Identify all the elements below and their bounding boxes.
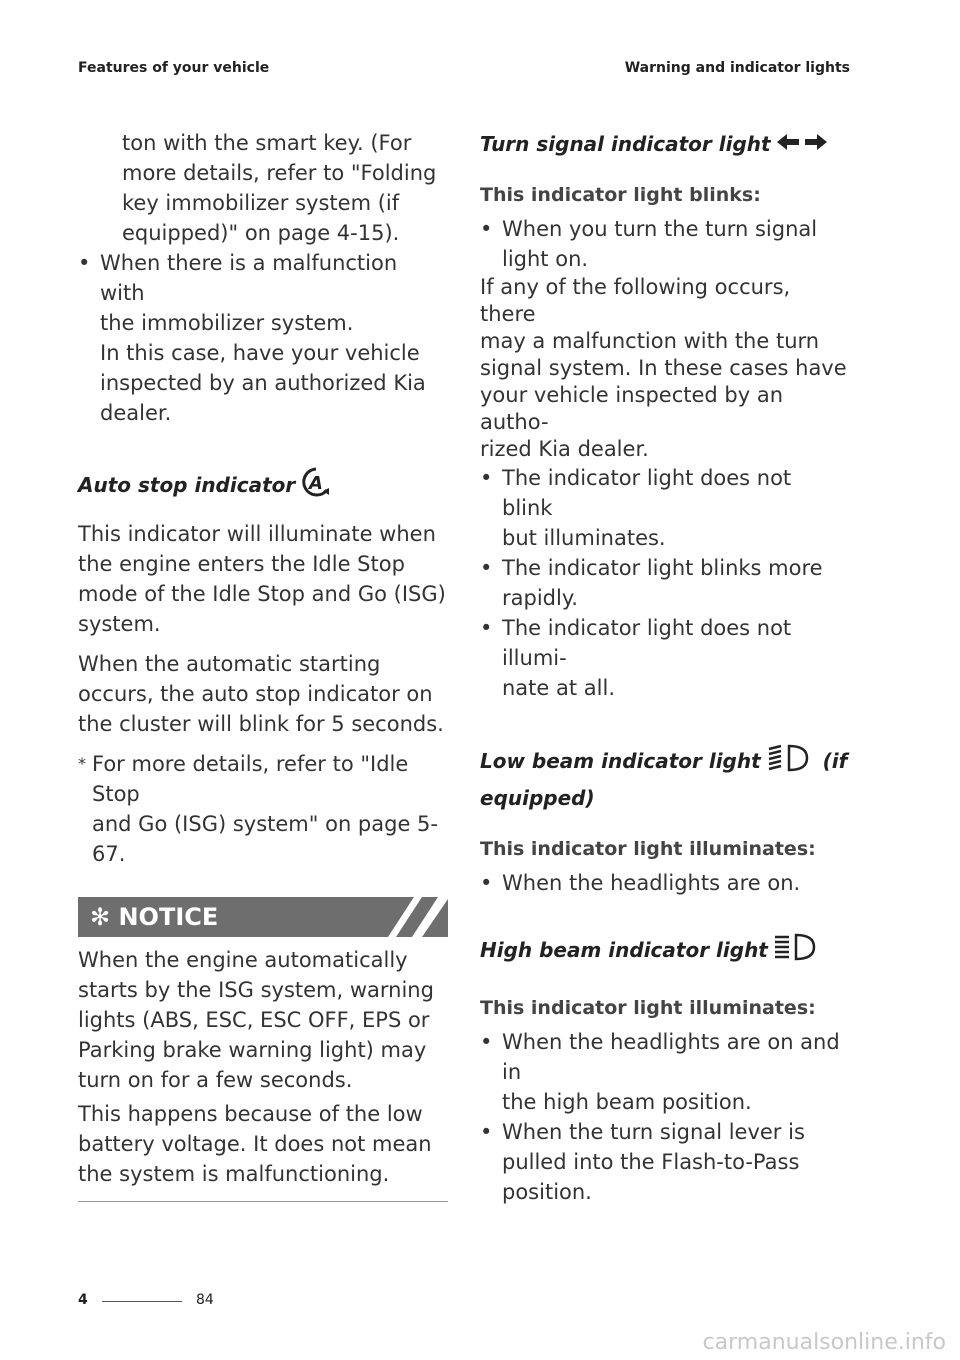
text-line: light on. [502,246,589,271]
text-line: inspected by an authorized Kia [100,371,426,395]
text-line: starts by the ISG system, warning [78,978,434,1002]
bullet-item [480,463,848,553]
bullet-dot: • [480,870,493,895]
turn-signal-heading [480,128,848,162]
text-line: signal system. In these cases have [480,355,847,380]
turn-lead: This indicator light blinks: [480,183,761,206]
bullet-dot: • [480,1119,493,1144]
text-line: battery voltage. It does not mean [78,1132,432,1156]
text-line: ton with the smart key. (For [122,131,412,155]
bullet-dot: • [480,555,493,580]
text-line: the engine enters the Idle Stop [78,552,405,576]
high-beam-heading [480,932,848,971]
heading-text: Auto stop indicator [78,473,296,497]
bullet-item [480,1117,848,1207]
text-line: If any of the following occurs, there [480,274,791,326]
text-line: When you turn the turn signal [502,216,818,241]
text-line: rapidly. [502,585,578,610]
auto-stop-A-icon [299,466,333,507]
heading-suffix: (if [822,748,848,773]
footer-section-number: 4 [78,1292,88,1308]
text-line: pulled into the Flash-to-Pass [502,1149,800,1174]
text-line: but illuminates. [502,525,666,550]
header-chapter-title: Warning and indicator lights [624,60,850,76]
text-line: system. [78,612,161,636]
text-line: the immobilizer system. [100,311,354,335]
bullet-item [480,1027,848,1117]
bullet-dot: • [480,615,493,640]
text-line: When the headlights are on and in [502,1029,840,1084]
text-line: the high beam position. [502,1089,752,1114]
text-line: The indicator light does not illumi- [502,615,792,670]
left-column [78,128,448,1202]
footnote [78,749,448,869]
text-line: When the headlights are on. [502,870,801,895]
notice-symbol-icon: ✻ [90,903,111,931]
text-line: lights (ABS, ESC, ESC OFF, EPS or [78,1008,430,1032]
text-line: The indicator light blinks more [502,555,823,580]
high-beam-icon [772,932,816,971]
text-line: For more details, refer to "Idle Stop [92,752,409,806]
low-beam-icon [765,743,809,782]
text-line: more details, refer to "Folding [122,161,437,185]
text-line: rized Kia dealer. [480,436,649,461]
heading-text: Turn signal indicator light [480,132,771,156]
svg-text:A: A [309,473,324,494]
text-line: When the automatic starting [78,652,381,676]
notice-stripes-icon [388,897,448,937]
footer-page-number: 84 [196,1292,214,1308]
bullet-item [480,613,848,703]
bullet-item [78,248,448,428]
right-column [480,128,848,1207]
text-line: In this case, have your vehicle [100,341,420,365]
text-line: may a malfunction with the turn [480,328,820,353]
bullet-dot: • [480,1029,493,1054]
text-line: equipped)" on page 4-15). [122,221,400,245]
text-line: dealer. [100,401,172,425]
bullet-dot: • [480,465,493,490]
continued-text [78,128,448,248]
heading-text: Low beam indicator light [480,748,761,773]
text-line: When the engine automatically [78,948,408,972]
text-line: turn on for a few seconds. [78,1068,353,1092]
footer-rule [102,1301,182,1302]
notice-label: NOTICE [118,903,219,931]
text-line: and Go (ISG) system" on page 5- [92,812,438,836]
text-line: When there is a malfunction with [100,251,398,305]
bullet-item [480,553,848,613]
text-line: The indicator light does not blink [502,465,792,520]
text-line: mode of the Idle Stop and Go (ISG) [78,582,446,606]
text-line: occurs, the auto stop indicator on [78,682,433,706]
text-line: When the turn signal lever is [502,1119,805,1144]
notice-end-rule [78,1201,448,1202]
text-line: the system is malfunctioning. [78,1162,390,1186]
bullet-item [480,214,848,274]
text-line: position. [502,1179,592,1204]
bullet-item [480,868,848,898]
text-line: This indicator will illuminate when [78,522,436,546]
bullet-dot: • [78,251,91,275]
text-line: This happens because of the low [78,1102,423,1126]
text-line: nate at all. [502,675,615,700]
auto-stop-heading [78,466,448,507]
text-line: 67. [92,842,126,866]
heading-text: High beam indicator light [480,937,768,962]
text-line: key immobilizer system (if [122,191,400,215]
watermark: carmanualsonline.info [702,1330,946,1355]
header-section-title: Features of your vehicle [78,60,270,76]
text-line: your vehicle inspected by an autho- [480,382,784,434]
text-line: the cluster will blink for 5 seconds. [78,712,444,736]
low-lead: This indicator light illuminates: [480,837,816,860]
footnote-mark: * [78,754,86,773]
bullet-dot: • [480,216,493,241]
high-lead: This indicator light illuminates: [480,996,816,1019]
text-line: Parking brake warning light) may [78,1038,427,1062]
notice-banner [78,897,448,937]
low-beam-heading-line2: equipped) [480,785,595,810]
turn-signal-arrows-icon [775,130,829,162]
low-beam-heading [480,743,848,782]
